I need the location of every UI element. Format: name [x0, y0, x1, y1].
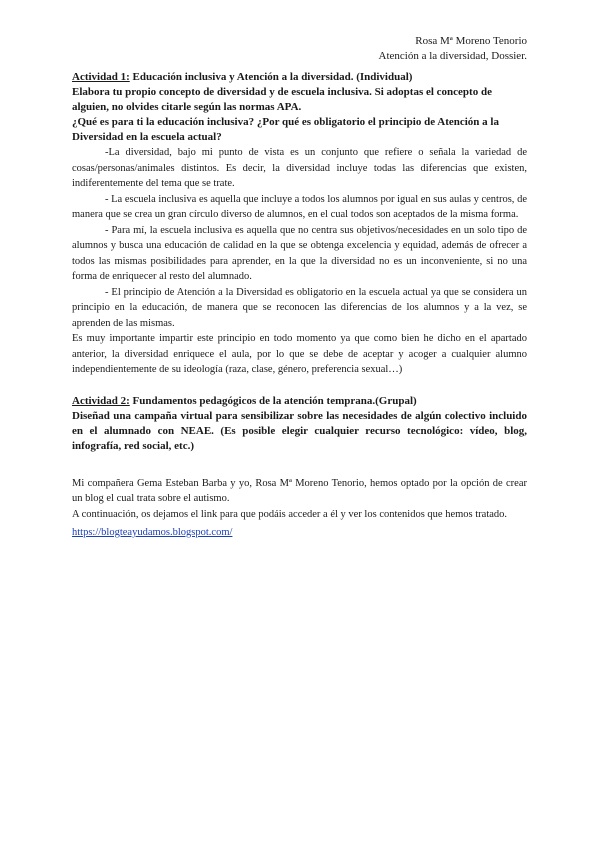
activity-1-title: Educación inclusiva y Atención a la diversidad. (Individual) — [129, 71, 413, 83]
activity-1-paragraph-principle: - El principio de Atención a la Diversidad es obligatorio en la escuela actual ya que se considera un principio en la educación, de manera que se reconocen las diferencias de los alumnos y a la vez, se aprenden de las mismas. — [72, 286, 527, 329]
activity-2-heading — [72, 394, 527, 409]
document-header — [72, 34, 527, 64]
blog-link[interactable]: https://blogteayudamos.blogspot.com/ — [72, 527, 233, 538]
activity-1-closing: Es muy importante impartir este principio en todo momento ya que como bien he dicho en el apartado anterior, la diversidad enriquece el aula, por lo que se debe de aceptar y acoger a cualquier alumno independientemente de su ideología (raza, clase, género, preferencia sexual…) — [72, 333, 527, 375]
activity-1-label: Actividad 1: — [72, 71, 130, 83]
activity-2-instruction: Diseñad una campaña virtual para sensibilizar sobre las necesidades de algún colectivo incluido en el alumnado con NEAE. (Es posible elegir cualquier recurso tecnológico: vídeo, blog, infografía, red social, etc.) — [72, 409, 527, 452]
activity-2-paragraph-blog: Mi compañera Gema Esteban Barba y yo, Rosa Mª Moreno Tenorio, hemos optado por la opción de crear un blog el cual trata sobre el autismo. — [72, 477, 527, 504]
activity-1-paragraph-inclusive-school: - La escuela inclusiva es aquella que incluye a todos los alumnos por igual en sus aulas y centros, de manera que se crea un gran círculo diverso de alumnos, en el cual todos son aceptados de la misma forma. — [72, 193, 527, 220]
activity-2-title: Fundamentos pedagógicos de la atención temprana.(Grupal) — [129, 394, 417, 407]
activity-2-label: Actividad 2: — [72, 394, 130, 407]
activity-1-heading — [72, 70, 527, 85]
author-name: Rosa Mª Moreno Tenorio — [415, 35, 527, 47]
document-subtitle: Atención a la diversidad, Dossier. — [378, 50, 527, 62]
activity-1-question: ¿Qué es para ti la educación inclusiva? ¿Por qué es obligatorio el principio de Atención a la Diversidad en la escuela actual? — [72, 116, 499, 143]
document-page — [72, 34, 527, 540]
activity-2-paragraph-link-intro: A continuación, os dejamos el link para que podáis acceder a él y ver los contenidos que hemos tratado. — [72, 508, 508, 520]
activity-1-instruction: Elabora tu propio concepto de diversidad y de escuela inclusiva. Si adoptas el concepto de alguien, no olvides citarle según las normas APA. — [72, 86, 492, 113]
activity-1-paragraph-personal-view: - Para mí, la escuela inclusiva es aquella que no centra sus objetivos/necesidades en un solo tipo de alumnos y busca una educación de calidad en la que se obtenga excelencia y equidad, además de ofrecer a todos las mismas posibilidades para aprender, en la que la diversidad no es un inconveniente, si no una forma de enriquecer al resto del alumnado. — [72, 224, 527, 282]
activity-1-paragraph-diversity: -La diversidad, bajo mi punto de vista es un conjunto que refiere o señala la variedad de cosas/personas/animales distintos. Es decir, la diversidad incluye todas las diferencias que existen, indiferentemente del tema que se trate. — [72, 147, 527, 189]
